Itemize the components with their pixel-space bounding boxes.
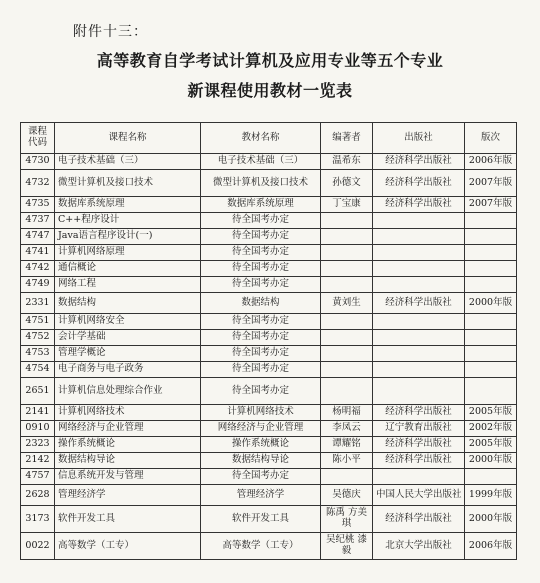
textbook-name-cell: 数据结构 bbox=[201, 293, 321, 314]
author-cell bbox=[321, 314, 373, 330]
edition-cell: 2005年版 bbox=[465, 437, 517, 453]
author-cell: 李凤云 bbox=[321, 421, 373, 437]
author-cell: 孙德文 bbox=[321, 170, 373, 197]
header-course-name: 课程名称 bbox=[55, 123, 201, 154]
edition-cell bbox=[465, 378, 517, 405]
publisher-cell bbox=[373, 229, 465, 245]
textbook-name-cell: 微型计算机及接口技术 bbox=[201, 170, 321, 197]
course-name-cell: 网络工程 bbox=[55, 277, 201, 293]
publisher-cell bbox=[373, 277, 465, 293]
publisher-cell bbox=[373, 213, 465, 229]
course-name-cell: Java语言程序设计(一) bbox=[55, 229, 201, 245]
table-row bbox=[21, 314, 517, 330]
table-row bbox=[21, 453, 517, 469]
edition-cell bbox=[465, 362, 517, 378]
course-code-cell: 2651 bbox=[21, 378, 55, 405]
header-textbook-name: 教材名称 bbox=[201, 123, 321, 154]
author-cell bbox=[321, 362, 373, 378]
edition-cell: 2006年版 bbox=[465, 533, 517, 560]
textbook-name-cell: 软件开发工具 bbox=[201, 506, 321, 533]
author-cell bbox=[321, 346, 373, 362]
table-row bbox=[21, 362, 517, 378]
table-row bbox=[21, 293, 517, 314]
header-publisher: 出版社 bbox=[373, 123, 465, 154]
course-name-cell: C++程序设计 bbox=[55, 213, 201, 229]
edition-cell: 2006年版 bbox=[465, 154, 517, 170]
author-cell: 黄刘生 bbox=[321, 293, 373, 314]
course-name-cell: 数据结构 bbox=[55, 293, 201, 314]
textbook-name-cell: 待全国考办定 bbox=[201, 314, 321, 330]
textbook-name-cell: 操作系统概论 bbox=[201, 437, 321, 453]
textbook-name-cell: 待全国考办定 bbox=[201, 245, 321, 261]
course-name-cell: 信息系统开发与管理 bbox=[55, 469, 201, 485]
course-code-cell: 2142 bbox=[21, 453, 55, 469]
course-code-cell: 2331 bbox=[21, 293, 55, 314]
author-cell: 陈禹 方美琪 bbox=[321, 506, 373, 533]
course-code-cell: 4757 bbox=[21, 469, 55, 485]
textbook-name-cell: 待全国考办定 bbox=[201, 213, 321, 229]
edition-cell bbox=[465, 261, 517, 277]
textbook-name-cell: 计算机网络技术 bbox=[201, 405, 321, 421]
edition-cell: 2005年版 bbox=[465, 405, 517, 421]
table-row bbox=[21, 485, 517, 506]
course-name-cell: 微型计算机及接口技术 bbox=[55, 170, 201, 197]
course-name-cell: 计算机网络原理 bbox=[55, 245, 201, 261]
author-cell: 陈小平 bbox=[321, 453, 373, 469]
edition-cell bbox=[465, 469, 517, 485]
author-cell bbox=[321, 213, 373, 229]
publisher-cell: 辽宁教育出版社 bbox=[373, 421, 465, 437]
table-row bbox=[21, 170, 517, 197]
course-name-cell: 数据结构导论 bbox=[55, 453, 201, 469]
publisher-cell bbox=[373, 362, 465, 378]
table-row bbox=[21, 506, 517, 533]
edition-cell: 2007年版 bbox=[465, 170, 517, 197]
edition-cell bbox=[465, 346, 517, 362]
edition-cell: 2000年版 bbox=[465, 506, 517, 533]
publisher-cell: 北京大学出版社 bbox=[373, 533, 465, 560]
publisher-cell: 经济科学出版社 bbox=[373, 453, 465, 469]
textbook-name-cell: 待全国考办定 bbox=[201, 378, 321, 405]
publisher-cell bbox=[373, 330, 465, 346]
textbook-name-cell: 待全国考办定 bbox=[201, 346, 321, 362]
publisher-cell: 经济科学出版社 bbox=[373, 197, 465, 213]
publisher-cell bbox=[373, 261, 465, 277]
author-cell: 吴德庆 bbox=[321, 485, 373, 506]
table-row bbox=[21, 277, 517, 293]
table-row bbox=[21, 261, 517, 277]
table-row bbox=[21, 154, 517, 170]
textbook-name-cell: 待全国考办定 bbox=[201, 261, 321, 277]
author-cell bbox=[321, 261, 373, 277]
publisher-cell bbox=[373, 378, 465, 405]
table-body bbox=[21, 154, 517, 560]
publisher-cell: 经济科学出版社 bbox=[373, 405, 465, 421]
table-row bbox=[21, 213, 517, 229]
course-code-cell: 4752 bbox=[21, 330, 55, 346]
publisher-cell: 经济科学出版社 bbox=[373, 437, 465, 453]
edition-cell: 1999年版 bbox=[465, 485, 517, 506]
textbook-name-cell: 待全国考办定 bbox=[201, 469, 321, 485]
edition-cell: 2000年版 bbox=[465, 293, 517, 314]
edition-cell bbox=[465, 213, 517, 229]
course-name-cell: 会计学基础 bbox=[55, 330, 201, 346]
course-name-cell: 数据库系统原理 bbox=[55, 197, 201, 213]
course-code-cell: 2323 bbox=[21, 437, 55, 453]
header-edition: 版次 bbox=[465, 123, 517, 154]
publisher-cell bbox=[373, 314, 465, 330]
textbook-name-cell: 待全国考办定 bbox=[201, 229, 321, 245]
author-cell: 吴纪桃 漆毅 bbox=[321, 533, 373, 560]
course-code-cell: 3173 bbox=[21, 506, 55, 533]
textbook-name-cell: 待全国考办定 bbox=[201, 277, 321, 293]
author-cell: 杨明福 bbox=[321, 405, 373, 421]
publisher-cell bbox=[373, 346, 465, 362]
course-name-cell: 通信概论 bbox=[55, 261, 201, 277]
author-cell: 丁宝康 bbox=[321, 197, 373, 213]
course-code-cell: 4749 bbox=[21, 277, 55, 293]
publisher-cell bbox=[373, 245, 465, 261]
course-name-cell: 软件开发工具 bbox=[55, 506, 201, 533]
course-name-cell: 管理学概论 bbox=[55, 346, 201, 362]
publisher-cell: 经济科学出版社 bbox=[373, 293, 465, 314]
table-row bbox=[21, 229, 517, 245]
author-cell bbox=[321, 229, 373, 245]
course-name-cell: 高等数学（工专） bbox=[55, 533, 201, 560]
table-row bbox=[21, 469, 517, 485]
course-name-cell: 电子技术基础（三） bbox=[55, 154, 201, 170]
course-code-cell: 4751 bbox=[21, 314, 55, 330]
course-code-cell: 2141 bbox=[21, 405, 55, 421]
table-row bbox=[21, 378, 517, 405]
course-name-cell: 计算机网络技术 bbox=[55, 405, 201, 421]
textbook-name-cell: 数据库系统原理 bbox=[201, 197, 321, 213]
publisher-cell: 经济科学出版社 bbox=[373, 154, 465, 170]
table-row bbox=[21, 533, 517, 560]
course-code-cell: 4735 bbox=[21, 197, 55, 213]
edition-cell: 2000年版 bbox=[465, 453, 517, 469]
table-row bbox=[21, 245, 517, 261]
author-cell bbox=[321, 245, 373, 261]
author-cell bbox=[321, 330, 373, 346]
course-code-cell: 4754 bbox=[21, 362, 55, 378]
header-author: 编著者 bbox=[321, 123, 373, 154]
course-name-cell: 电子商务与电子政务 bbox=[55, 362, 201, 378]
textbook-name-cell: 数据结构导论 bbox=[201, 453, 321, 469]
document-title: 高等教育自学考试计算机及应用专业等五个专业 bbox=[96, 51, 444, 70]
publisher-cell bbox=[373, 469, 465, 485]
course-code-cell: 2628 bbox=[21, 485, 55, 506]
author-cell bbox=[321, 378, 373, 405]
table-row bbox=[21, 346, 517, 362]
course-name-cell: 操作系统概论 bbox=[55, 437, 201, 453]
publisher-cell: 中国人民大学出版社 bbox=[373, 485, 465, 506]
publisher-cell: 经济科学出版社 bbox=[373, 170, 465, 197]
textbook-name-cell: 电子技术基础（三） bbox=[201, 154, 321, 170]
course-code-cell: 4741 bbox=[21, 245, 55, 261]
author-cell bbox=[321, 277, 373, 293]
edition-cell bbox=[465, 245, 517, 261]
edition-cell: 2007年版 bbox=[465, 197, 517, 213]
table-row bbox=[21, 405, 517, 421]
edition-cell bbox=[465, 277, 517, 293]
course-name-cell: 管理经济学 bbox=[55, 485, 201, 506]
textbook-name-cell: 管理经济学 bbox=[201, 485, 321, 506]
document-subtitle: 新课程使用教材一览表 bbox=[187, 81, 353, 100]
textbook-name-cell: 高等数学（工专） bbox=[201, 533, 321, 560]
textbook-name-cell: 待全国考办定 bbox=[201, 362, 321, 378]
course-name-cell: 计算机网络安全 bbox=[55, 314, 201, 330]
edition-cell: 2002年版 bbox=[465, 421, 517, 437]
annex-label: 附件十三： bbox=[73, 24, 148, 40]
author-cell: 温希东 bbox=[321, 154, 373, 170]
edition-cell bbox=[465, 314, 517, 330]
textbook-name-cell: 待全国考办定 bbox=[201, 330, 321, 346]
table-row bbox=[21, 421, 517, 437]
course-code-cell: 4742 bbox=[21, 261, 55, 277]
course-code-cell: 4747 bbox=[21, 229, 55, 245]
course-code-cell: 4730 bbox=[21, 154, 55, 170]
course-code-cell: 4737 bbox=[21, 213, 55, 229]
table-row bbox=[21, 197, 517, 213]
course-code-cell: 0910 bbox=[21, 421, 55, 437]
course-name-cell: 网络经济与企业管理 bbox=[55, 421, 201, 437]
header-course-code: 课程代码 bbox=[21, 123, 55, 154]
edition-cell bbox=[465, 229, 517, 245]
course-code-cell: 4753 bbox=[21, 346, 55, 362]
edition-cell bbox=[465, 330, 517, 346]
publisher-cell: 经济科学出版社 bbox=[373, 506, 465, 533]
course-code-cell: 4732 bbox=[21, 170, 55, 197]
table-row bbox=[21, 330, 517, 346]
textbook-name-cell: 网络经济与企业管理 bbox=[201, 421, 321, 437]
table-header-row bbox=[21, 123, 517, 154]
author-cell: 谭耀铭 bbox=[321, 437, 373, 453]
course-code-cell: 0022 bbox=[21, 533, 55, 560]
table-row bbox=[21, 437, 517, 453]
author-cell bbox=[321, 469, 373, 485]
textbook-table bbox=[20, 122, 517, 560]
course-name-cell: 计算机信息处理综合作业 bbox=[55, 378, 201, 405]
